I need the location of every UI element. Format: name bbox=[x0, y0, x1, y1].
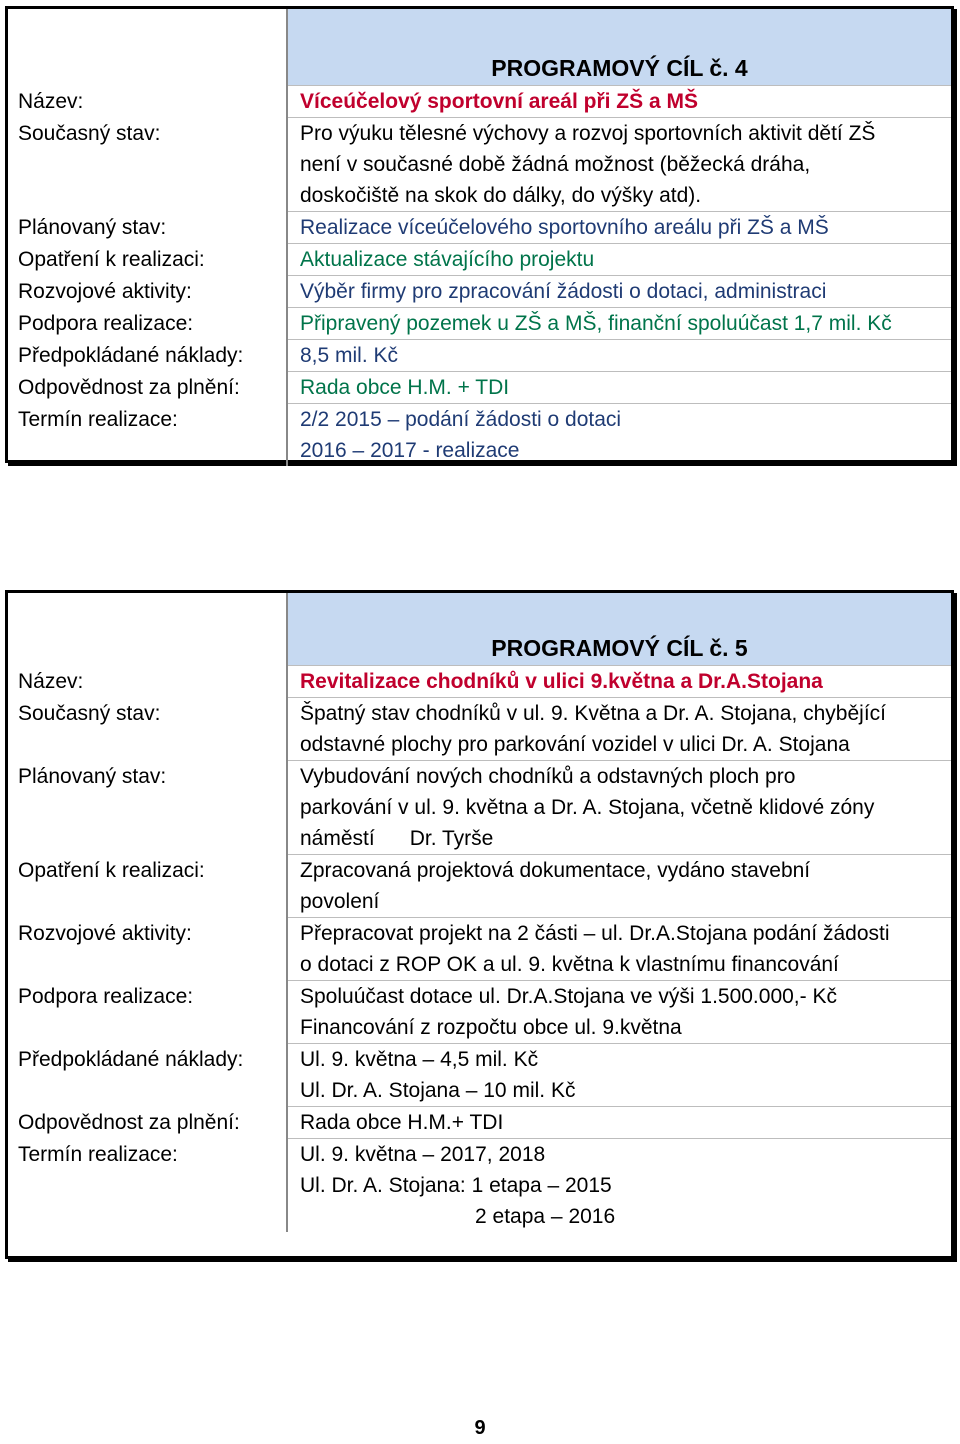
text-line: Spoluúčast dotace ul. Dr.A.Stojana ve výši 1.500.000,- Kč bbox=[300, 985, 837, 1008]
goal-5-value-activities bbox=[287, 918, 951, 981]
text-line: parkování v ul. 9. května a Dr. A. Stojana, včetně klidové zóny bbox=[300, 796, 875, 819]
text-line: Rada obce H.M.+ TDI bbox=[300, 1111, 504, 1134]
goal-5-label-support: Podpora realizace: bbox=[8, 981, 287, 1044]
goal-5-label-planned: Plánovaný stav: bbox=[8, 761, 287, 855]
goal-5-label-activities: Rozvojové aktivity: bbox=[8, 918, 287, 981]
text-line: Realizace víceúčelového sportovního areálu při ZŠ a MŠ bbox=[300, 216, 829, 239]
goal-5-header: PROGRAMOVÝ CÍL č. 5 bbox=[287, 593, 951, 666]
goal-5-label-current: Současný stav: bbox=[8, 698, 287, 761]
page-number: 9 bbox=[474, 1417, 486, 1439]
goal-5-value-responsibility bbox=[287, 1107, 951, 1139]
goal-4-label-responsibility: Odpovědnost za plnění: bbox=[8, 372, 287, 404]
goal-5-value-measures bbox=[287, 855, 951, 918]
goal-4-header: PROGRAMOVÝ CÍL č. 4 bbox=[287, 9, 951, 86]
goal-4-card bbox=[5, 6, 954, 463]
text-line: Financování z rozpočtu obce ul. 9.května bbox=[300, 1016, 682, 1039]
text-line: Pro výuku tělesné výchovy a rozvoj sportovních aktivit dětí ZŠ bbox=[300, 122, 876, 145]
goal-5-value-name bbox=[287, 666, 951, 698]
goal-5-value-planned bbox=[287, 761, 951, 855]
text-line: 2/2 2015 – podání žádosti o dotaci bbox=[300, 408, 622, 431]
text-line: náměstí Dr. Tyrše bbox=[300, 827, 494, 850]
text-line: o dotaci z ROP OK a ul. 9. května k vlastnímu financování bbox=[300, 953, 839, 976]
goal-4-label-current: Současný stav: bbox=[8, 118, 287, 212]
text-line: Ul. 9. května – 2017, 2018 bbox=[300, 1143, 546, 1166]
text-line: Ul. Dr. A. Stojana: 1 etapa – 2015 bbox=[300, 1174, 612, 1197]
goal-5-table bbox=[8, 593, 951, 1232]
goal-4-label-measures: Opatření k realizaci: bbox=[8, 244, 287, 276]
goal-5-value-deadline bbox=[287, 1139, 951, 1233]
goal-5-title: Revitalizace chodníků v ulici 9.května a Dr.A.Stojana bbox=[300, 670, 823, 693]
text-line: Přepracovat projekt na 2 části – ul. Dr.A.Stojana podání žádosti bbox=[300, 922, 890, 945]
goal-4-value-costs bbox=[287, 340, 951, 372]
text-line: Aktualizace stávajícího projektu bbox=[300, 248, 595, 271]
goal-5-label-responsibility: Odpovědnost za plnění: bbox=[8, 1107, 287, 1139]
text-line: není v současné době žádná možnost (běžecká dráha, bbox=[300, 153, 811, 176]
goal-4-label-support: Podpora realizace: bbox=[8, 308, 287, 340]
goal-5-value-current bbox=[287, 698, 951, 761]
text-line: Připravený pozemek u ZŠ a MŠ, finanční spoluúčast 1,7 mil. Kč bbox=[300, 312, 892, 335]
goal-4-label-deadline: Termín realizace: bbox=[8, 404, 287, 467]
goal-4-value-responsibility bbox=[287, 372, 951, 404]
goal-5-card bbox=[5, 590, 954, 1259]
goal-4-value-name bbox=[287, 86, 951, 118]
goal-5-label-measures: Opatření k realizaci: bbox=[8, 855, 287, 918]
goal-4-label-costs: Předpokládané náklady: bbox=[8, 340, 287, 372]
goal-4-value-deadline bbox=[287, 404, 951, 467]
goal-5-header-spacer bbox=[8, 593, 287, 666]
goal-5-label-costs: Předpokládané náklady: bbox=[8, 1044, 287, 1107]
text-line: 2016 – 2017 - realizace bbox=[300, 439, 520, 462]
text-line: doskočiště na skok do dálky, do výšky atd). bbox=[300, 184, 702, 207]
text-line: Ul. Dr. A. Stojana – 10 mil. Kč bbox=[300, 1079, 576, 1102]
goal-4-label-activities: Rozvojové aktivity: bbox=[8, 276, 287, 308]
text-line: 8,5 mil. Kč bbox=[300, 344, 399, 367]
goal-4-label-name: Název: bbox=[8, 86, 287, 118]
goal-4-value-planned bbox=[287, 212, 951, 244]
text-line: povolení bbox=[300, 890, 380, 913]
goal-5-value-support bbox=[287, 981, 951, 1044]
goal-4-value-measures bbox=[287, 244, 951, 276]
goal-4-title: Víceúčelový sportovní areál při ZŠ a MŠ bbox=[300, 90, 698, 113]
text-line: Vybudování nových chodníků a odstavných ploch pro bbox=[300, 765, 796, 788]
goal-5-label-name: Název: bbox=[8, 666, 287, 698]
text-line: odstavné plochy pro parkování vozidel v ulici Dr. A. Stojana bbox=[300, 733, 850, 756]
text-line: Ul. 9. května – 4,5 mil. Kč bbox=[300, 1048, 539, 1071]
goal-5-label-deadline: Termín realizace: bbox=[8, 1139, 287, 1233]
goal-4-label-planned: Plánovaný stav: bbox=[8, 212, 287, 244]
text-line: Zpracovaná projektová dokumentace, vydáno stavební bbox=[300, 859, 811, 882]
text-line: 2 etapa – 2016 bbox=[300, 1205, 616, 1228]
text-line: Špatný stav chodníků v ul. 9. Května a Dr. A. Stojana, chybějící bbox=[300, 702, 887, 725]
text-line: Rada obce H.M. + TDI bbox=[300, 376, 510, 399]
goal-4-value-support bbox=[287, 308, 951, 340]
goal-4-value-current bbox=[287, 118, 951, 212]
goal-4-table bbox=[8, 9, 951, 466]
goal-4-value-activities bbox=[287, 276, 951, 308]
text-line: Výběr firmy pro zpracování žádosti o dotaci, administraci bbox=[300, 280, 827, 303]
goal-4-header-spacer bbox=[8, 9, 287, 86]
goal-5-value-costs bbox=[287, 1044, 951, 1107]
